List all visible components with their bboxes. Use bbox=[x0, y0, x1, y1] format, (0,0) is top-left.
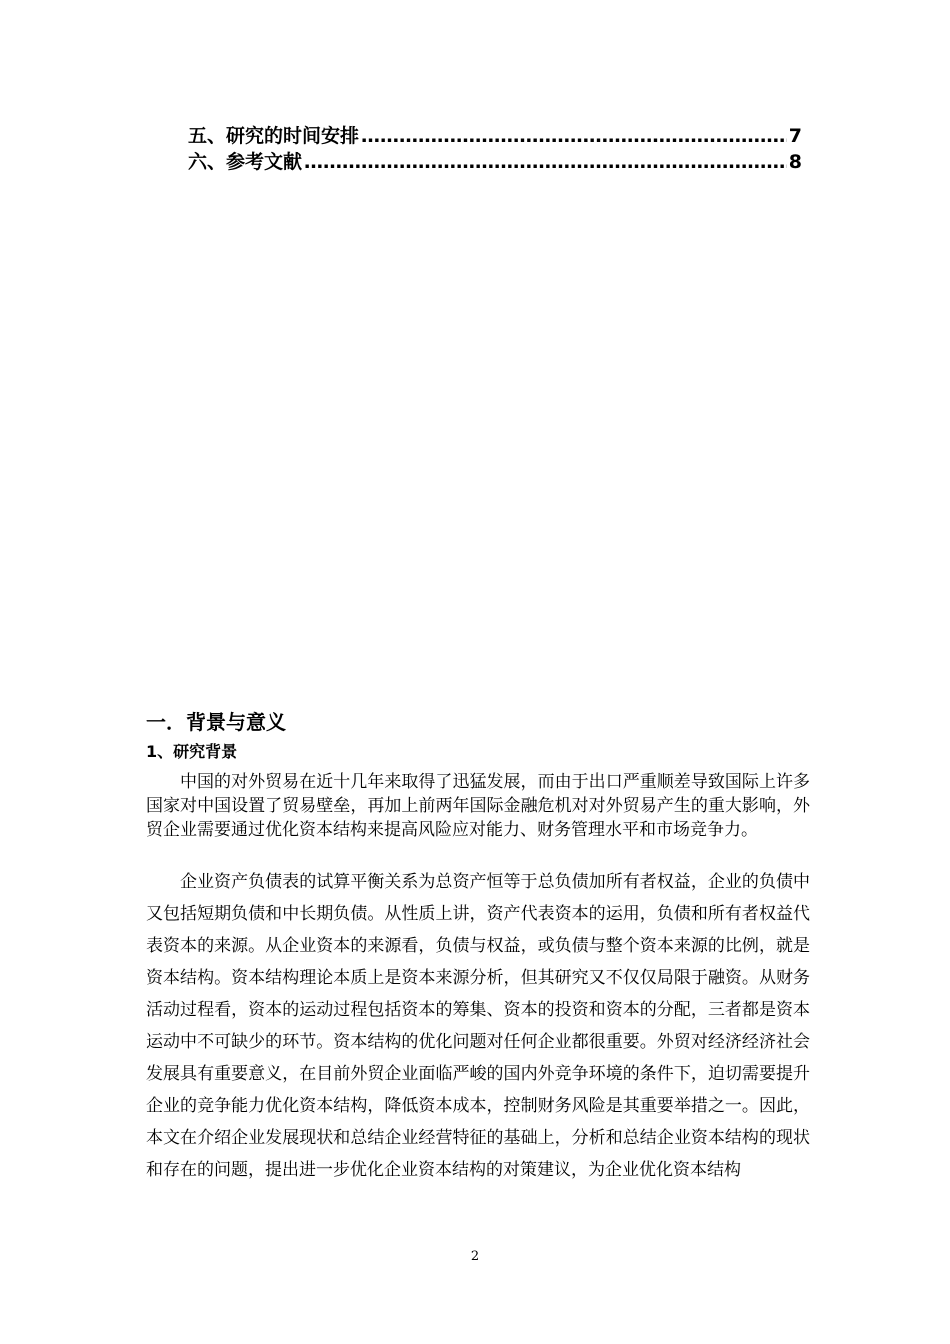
page-number: 2 bbox=[470, 1249, 480, 1264]
toc-leader-dots bbox=[304, 150, 787, 174]
toc-entry-page: 8 bbox=[788, 151, 802, 173]
body-paragraph: 企业资产负债表的试算平衡关系为总资产恒等于总负债加所有者权益，企业的负债中又包括短期负债和中长期负债。从性质上讲，资产代表资本的运用，负债和所有者权益代表资本的来源。从企业资本的来源看，负债与权益，或负债与整个资本来源的比例，就是资本结构。资本结构理论本质上是资本来源分析，但其研究又不仅仅局限于融资。从财务活动过程看，资本的运动过程包括资本的筹集、资本的投资和资本的分配，三者都是资本运动中不可缺少的环节。资本结构的优化问题对任何企业都很重要。外贸对经济经济社会发展具有重要意义，在目前外贸企业面临严峻的国内外竞争环境的条件下，迫切需要提升企业的竞争能力优化资本结构，降低资本成本，控制财务风险是其重要举措之一。因此，本文在介绍企业发展现状和总结企业经营特征的基础上，分析和总结企业资本结构的现状和存在的问题，提出进一步优化企业资本结构的对策建议，为企业优化资本结构 bbox=[146, 872, 810, 1180]
toc-entry bbox=[188, 124, 802, 148]
toc-entry-page: 7 bbox=[788, 125, 802, 147]
toc-leader-dots bbox=[361, 124, 787, 148]
body-paragraph: 中国的对外贸易在近十几年来取得了迅猛发展，而由于出口严重顺差导致国际上许多国家对中国设置了贸易壁垒，再加上前两年国际金融危机对对外贸易产生的重大影响，外贸企业需要通过优化资本结构来提高风险应对能力、财务管理水平和市场竞争力。 bbox=[146, 772, 810, 840]
toc-entry bbox=[188, 150, 802, 174]
toc-entry-title: 五、研究的时间安排 bbox=[188, 125, 360, 147]
subsection-heading: 1、研究背景 bbox=[146, 742, 238, 761]
toc-entry-title: 六、参考文献 bbox=[188, 151, 303, 173]
section-heading: 一．背景与意义 bbox=[146, 710, 286, 734]
